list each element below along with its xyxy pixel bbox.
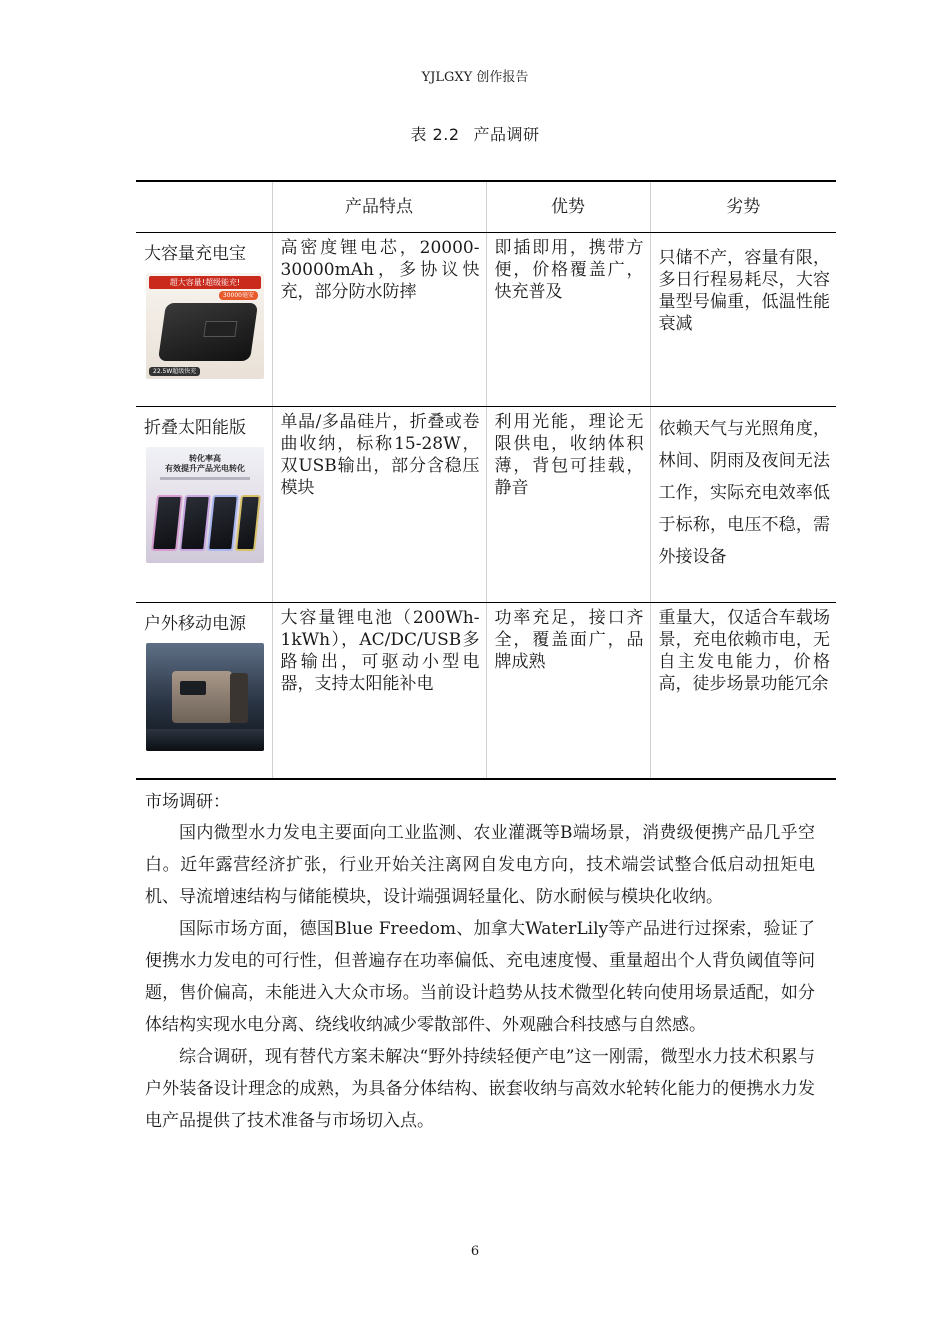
table-row: [136, 233, 836, 407]
product-cell: [136, 233, 272, 407]
disadvantages-cell: 只储不产，容量有限，多日行程易耗尽，大容量型号偏重，低温性能衰减: [650, 233, 836, 407]
solar-panel-shape: [151, 495, 183, 551]
product-research-table: [136, 180, 836, 780]
advantages-cell: 利用光能，理论无限供电，收纳体积薄，背包可挂载，静音: [486, 407, 650, 603]
product-name: 大容量充电宝: [144, 244, 246, 264]
image-banner-text: 超大容量!超级能充!: [149, 276, 261, 289]
header-cell-features: 产品特点: [272, 181, 486, 233]
product-name: 户外移动电源: [144, 614, 246, 634]
features-cell: 高密度锂电芯，20000-30000mAh，多协议快充，部分防水防摔: [272, 233, 486, 407]
disadvantages-cell: 依赖天气与光照角度，林间、阴雨及夜间无法工作，实际充电效率低于标称，电压不稳，需外接设备: [650, 407, 836, 603]
disadvantages-cell: 重量大，仅适合车载场景，充电依赖市电，无自主发电能力，价格高，徒步场景功能冗余: [650, 603, 836, 779]
power-station-shape: [172, 671, 232, 723]
table-row: [136, 407, 836, 603]
power-station-side-shape: [230, 673, 248, 723]
advantages-cell: 即插即用，携带方便，价格覆盖广，快充普及: [486, 233, 650, 407]
page-number: 6: [470, 1244, 480, 1259]
image-ground: [146, 729, 264, 751]
header-cell-disadvantages: 劣势: [650, 181, 836, 233]
solar-panel-shape: [207, 495, 239, 551]
header-cell-blank: [136, 181, 272, 233]
market-section: [145, 817, 815, 1137]
table-row: [136, 603, 836, 779]
power-bank-shape: [158, 303, 258, 361]
advantages-cell: 功率充足，接口齐全，覆盖面广，品牌成熟: [486, 603, 650, 779]
header-cell-advantages: 优势: [486, 181, 650, 233]
caption-title: 产品调研: [473, 125, 540, 144]
solar-panel-shape: [179, 495, 211, 551]
image-divider: [160, 477, 250, 480]
portable-power-station-image: [146, 643, 264, 751]
caption-number: 表 2.2: [410, 125, 460, 144]
table-header-row: [136, 181, 836, 233]
image-footer-text: 22.5W超级快充: [149, 367, 200, 376]
page-header: YJLGXY 创作报告: [421, 70, 529, 85]
features-cell: 大容量锂电池（200Wh-1kWh），AC/DC/USB多路输出，可驱动小型电器，支持太阳能补电: [272, 603, 486, 779]
market-paragraph: 国际市场方面，德国Blue Freedom、加拿大WaterLily等产品进行过探索，验证了便携水力发电的可行性，但普遍存在功率偏低、充电速度慢、重量超出个人背负阈值等问题，售价偏高，未能进入大众市场。当前设计趋势从技术微型化转向使用场景适配，如分体结构实现水电分离、绕线收纳减少零散部件、外观融合科技感与自然感。: [145, 919, 815, 1035]
product-cell: [136, 407, 272, 603]
image-subline-text: 有效提升产品光电转化: [165, 464, 245, 473]
solar-panel-image: [146, 447, 264, 563]
market-paragraph: 综合调研，现有替代方案未解决“野外持续轻便产电”这一刚需，微型水力技术积累与户外装备设计理念的成熟，为具备分体结构、嵌套收纳与高效水轮转化能力的便携水力发电产品提供了技术准备与市场切入点。: [145, 1047, 815, 1131]
power-bank-image: [146, 273, 264, 379]
image-tag-text: 30000毫安: [219, 291, 258, 300]
features-cell: 单晶/多晶硅片，折叠或卷曲收纳，标称15-28W，双USB输出，部分含稳压模块: [272, 407, 486, 603]
product-name: 折叠太阳能版: [144, 418, 246, 438]
product-cell: [136, 603, 272, 779]
market-heading: 市场调研：: [145, 792, 230, 812]
market-paragraph: 国内微型水力发电主要面向工业监测、农业灌溉等B端场景，消费级便携产品几乎空白。近年露营经济扩张，行业开始关注离网自发电方向，技术端尝试整合低启动扭矩电机、导流增速结构与储能模块，设计端强调轻量化、防水耐候与模块化收纳。: [145, 823, 815, 907]
solar-panel-shape: [235, 495, 261, 551]
image-headline-text: 转化率高: [189, 454, 221, 463]
table-caption: [0, 122, 950, 145]
